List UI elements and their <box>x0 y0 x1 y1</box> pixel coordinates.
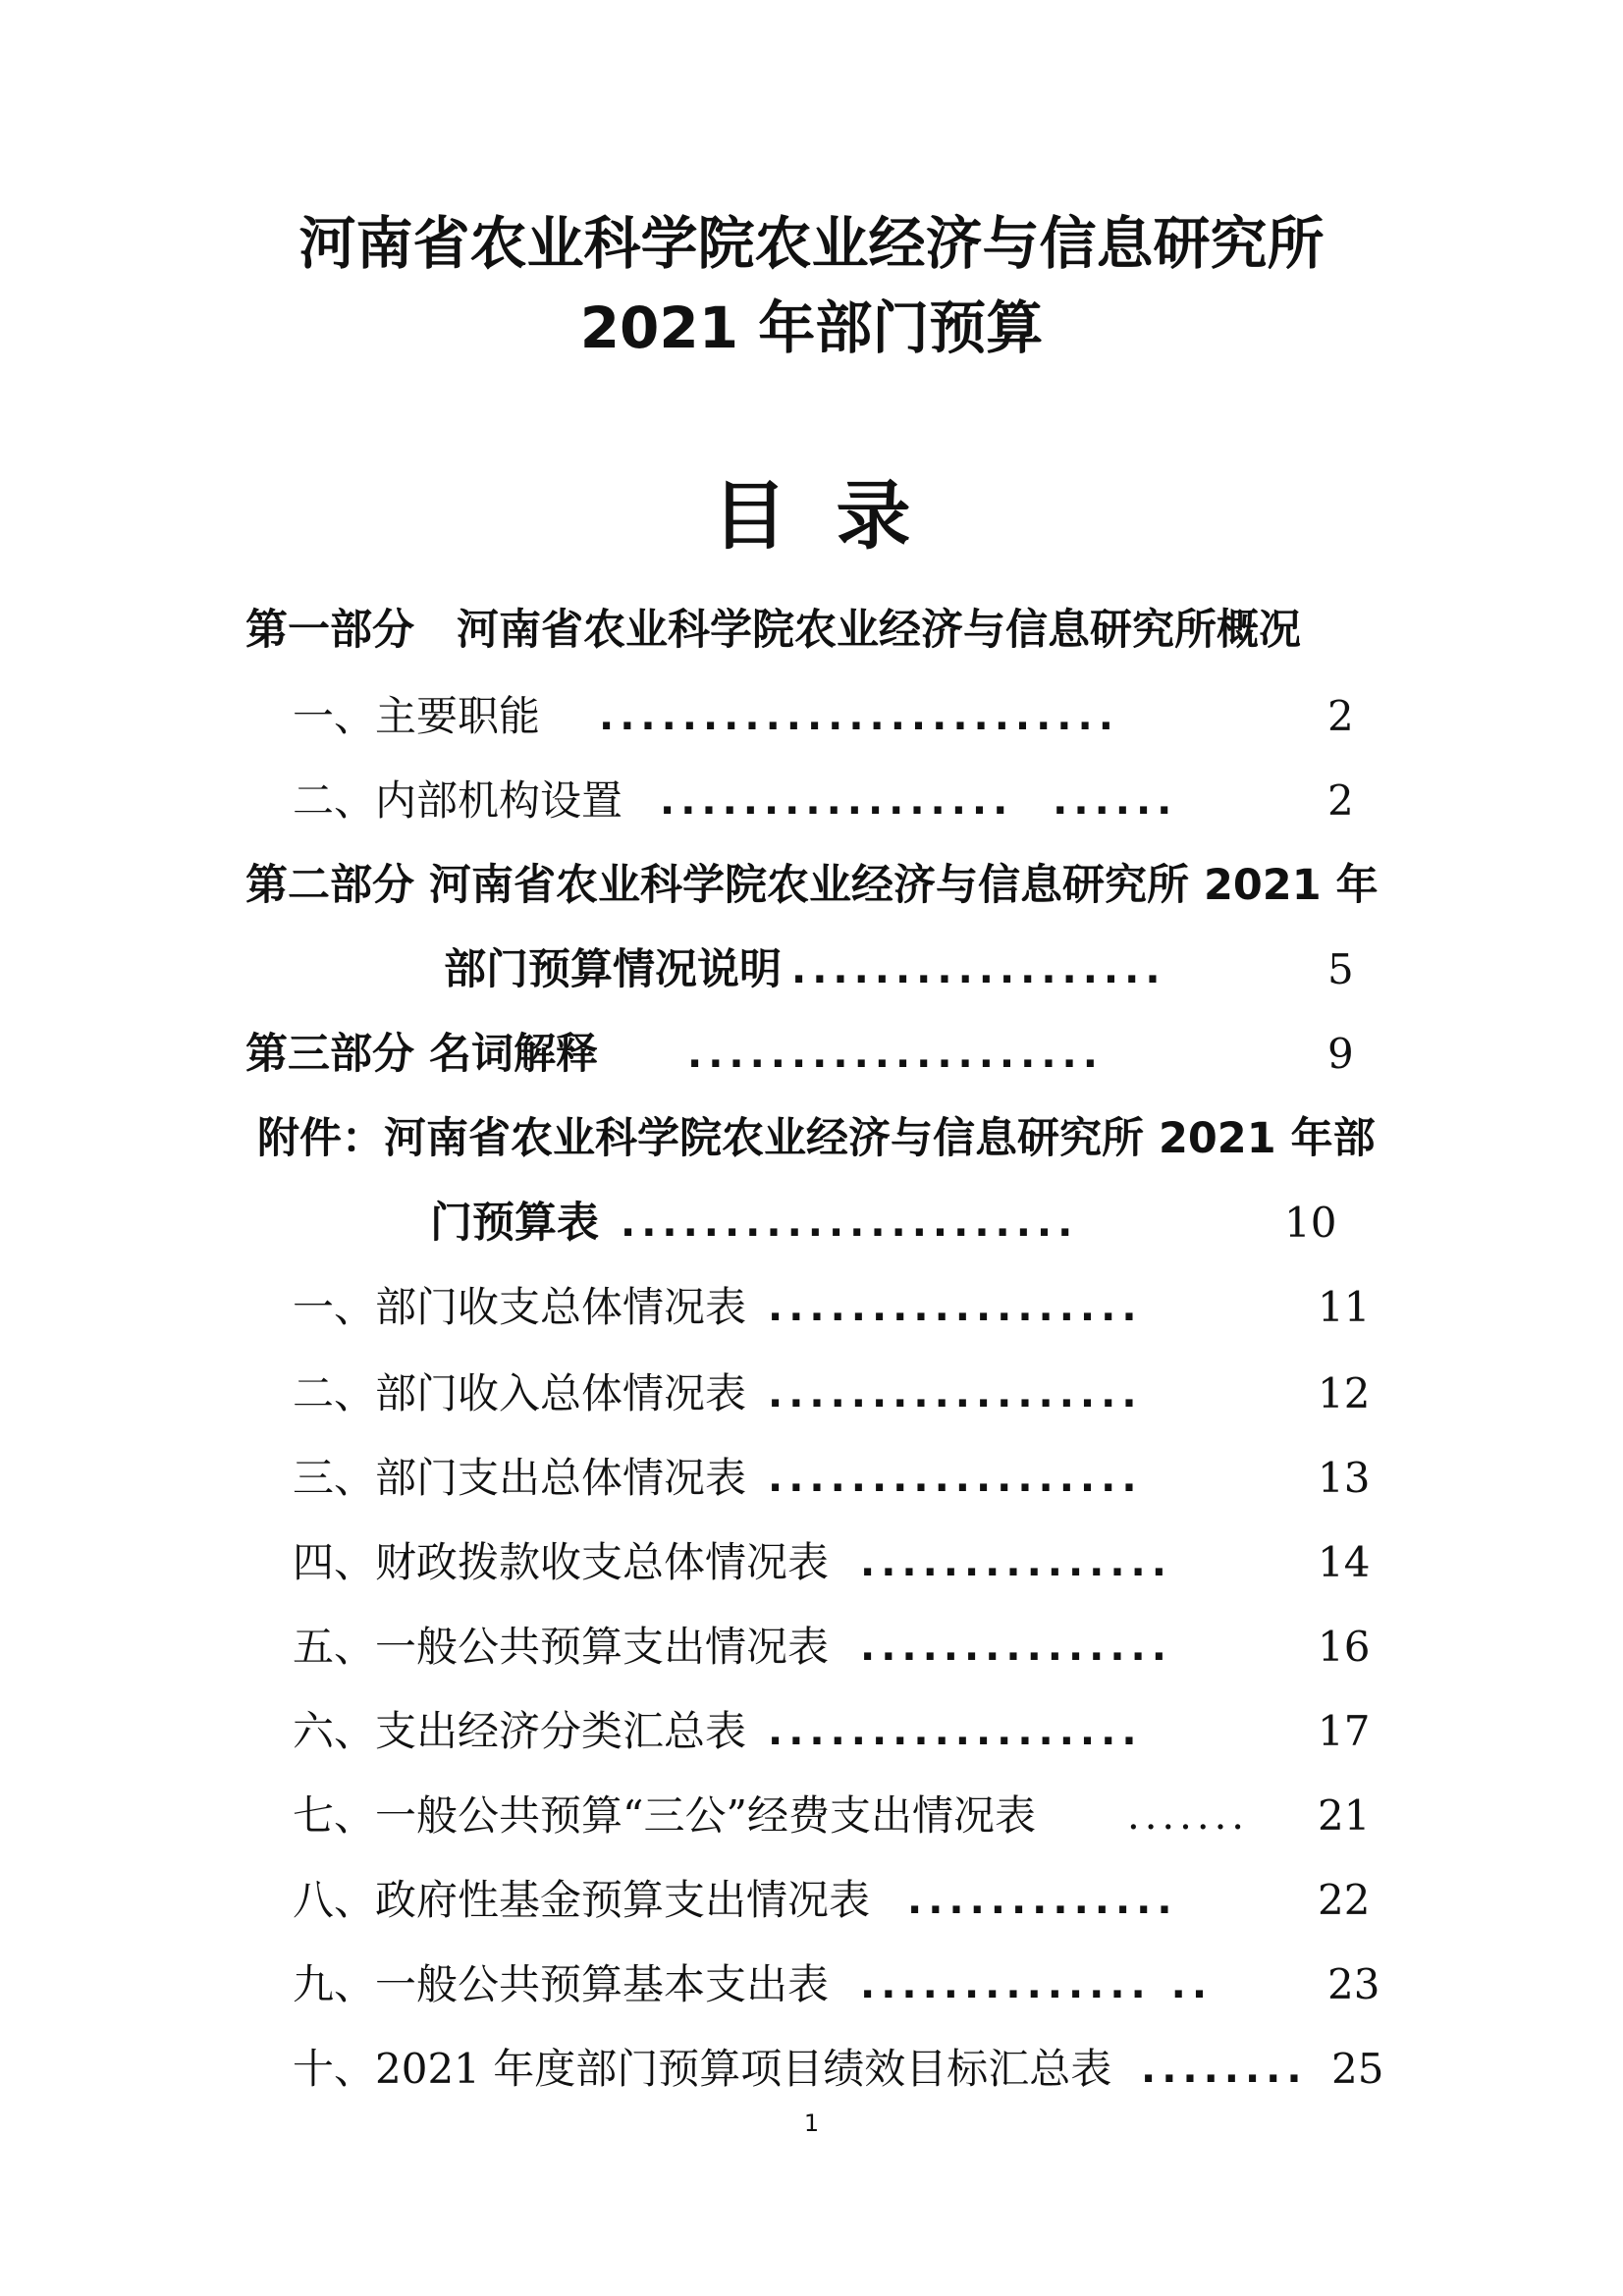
toc-page-number[interactable]: 2 <box>1327 776 1354 825</box>
toc-item[interactable]: 三、部门支出总体情况表 <box>293 1454 747 1502</box>
toc-item[interactable]: 十、2021 年度部门预算项目绩效目标汇总表 <box>293 2045 1112 2093</box>
toc-leader-dots: .............. .. <box>860 1962 1214 2007</box>
toc-page-number[interactable]: 16 <box>1318 1623 1371 1671</box>
toc-page-number[interactable]: 22 <box>1318 1876 1371 1924</box>
toc-page-number[interactable]: 9 <box>1327 1030 1354 1078</box>
toc-page-number[interactable]: 17 <box>1318 1707 1371 1755</box>
toc-item[interactable]: 二、部门收入总体情况表 <box>293 1369 747 1417</box>
toc-item[interactable]: 八、政府性基金预算支出情况表 <box>293 1876 871 1924</box>
document-title-line-2: 2021 年部门预算 <box>579 294 1044 361</box>
toc-page-number[interactable]: 5 <box>1327 945 1354 993</box>
toc-item[interactable]: 一、部门收支总体情况表 <box>293 1283 747 1331</box>
toc-heading: 目录 <box>712 472 960 560</box>
toc-item[interactable]: 一、主要职能 <box>293 692 541 740</box>
toc-leader-dots: .................... <box>687 1032 1104 1077</box>
toc-leader-dots: ................. ...... <box>660 778 1178 824</box>
toc-leader-dots: .................. <box>768 1285 1143 1330</box>
toc-page-number[interactable]: 23 <box>1327 1960 1380 2008</box>
toc-part3-heading[interactable]: 第三部分 名词解释 <box>245 1030 598 1079</box>
toc-item[interactable]: 九、一般公共预算基本支出表 <box>293 1960 830 2008</box>
toc-appendix-continuation[interactable]: 门预算表 <box>430 1199 599 1248</box>
toc-page-number[interactable]: 2 <box>1327 692 1354 740</box>
toc-page-number[interactable]: 25 <box>1331 2045 1384 2093</box>
toc-leader-dots: ............. <box>907 1878 1178 1923</box>
document-title-line-1: 河南省农业科学院农业经济与信息研究所 <box>298 210 1325 277</box>
toc-page-number[interactable]: 21 <box>1318 1791 1371 1840</box>
toc-leader-dots: ............... <box>860 1540 1172 1585</box>
toc-leader-dots: .................. <box>791 947 1166 992</box>
toc-part1-heading[interactable]: 第一部分 河南省农业科学院农业经济与信息研究所概况 <box>245 606 1301 655</box>
toc-leader-dots: ...................... <box>621 1201 1079 1246</box>
toc-leader-dots: ......................... <box>599 694 1119 739</box>
page-number-footer: 1 <box>803 2109 820 2137</box>
toc-item[interactable]: 四、财政拨款收支总体情况表 <box>293 1538 830 1586</box>
toc-item[interactable]: 七、一般公共预算“三公”经费支出情况表 <box>293 1791 1036 1840</box>
toc-part2-heading[interactable]: 第二部分 河南省农业科学院农业经济与信息研究所 2021 年 <box>245 861 1379 910</box>
toc-part2-continuation[interactable]: 部门预算情况说明 <box>444 945 782 994</box>
toc-leader-dots: ....... <box>1127 1793 1250 1839</box>
toc-leader-dots: ........ <box>1141 2047 1308 2092</box>
toc-leader-dots: .................. <box>768 1456 1143 1501</box>
toc-page-number[interactable]: 11 <box>1318 1283 1371 1331</box>
toc-item[interactable]: 二、内部机构设置 <box>293 776 623 825</box>
toc-page-number[interactable]: 10 <box>1284 1199 1337 1247</box>
toc-page-number[interactable]: 14 <box>1318 1538 1371 1586</box>
toc-appendix-heading[interactable]: 附件：河南省农业科学院农业经济与信息研究所 2021 年部 <box>257 1114 1376 1163</box>
toc-leader-dots: ............... <box>860 1625 1172 1670</box>
toc-page-number[interactable]: 13 <box>1318 1454 1371 1502</box>
toc-leader-dots: .................. <box>768 1709 1143 1754</box>
toc-page-number[interactable]: 12 <box>1318 1369 1371 1417</box>
toc-item[interactable]: 五、一般公共预算支出情况表 <box>293 1623 830 1671</box>
toc-item[interactable]: 六、支出经济分类汇总表 <box>293 1707 747 1755</box>
toc-leader-dots: .................. <box>768 1371 1143 1416</box>
